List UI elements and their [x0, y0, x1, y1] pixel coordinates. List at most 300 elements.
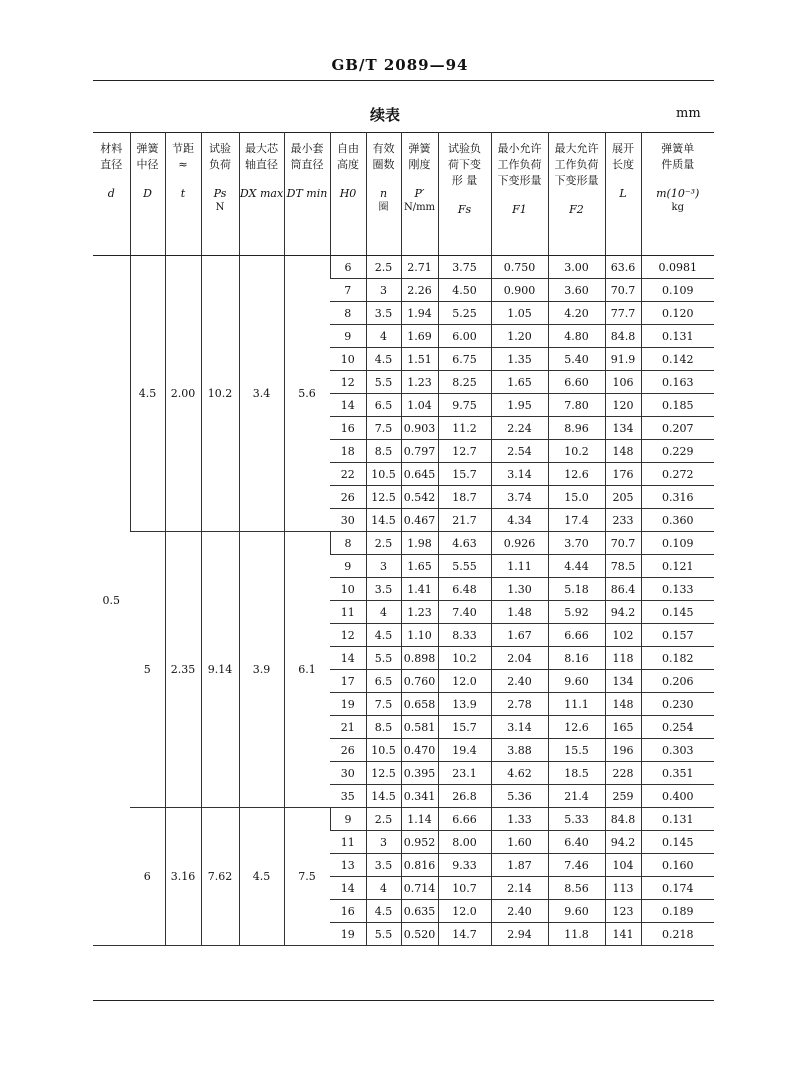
- table-cell: 2.5: [366, 808, 401, 831]
- column-header-label: 自由: [337, 142, 359, 155]
- table-cell: 0.760: [401, 670, 438, 693]
- table-cell: 0.142: [641, 348, 714, 371]
- column-header-label: 试验: [209, 142, 231, 155]
- table-cell: 10: [330, 578, 366, 601]
- table-cell: 12: [330, 624, 366, 647]
- table-cell: 13: [330, 854, 366, 877]
- table-cell: 10.2: [548, 440, 605, 463]
- column-header-label: 工作负荷: [497, 158, 542, 171]
- table-cell: 1.98: [401, 532, 438, 555]
- table-cell: 4.50: [438, 279, 491, 302]
- column-header-label: 荷下变: [448, 158, 481, 171]
- table-cell: 4.80: [548, 325, 605, 348]
- column-header-label: 刚度: [408, 158, 431, 171]
- table-cell: 0.303: [641, 739, 714, 762]
- column-symbol: F2: [569, 203, 584, 216]
- table-cell: 11.8: [548, 923, 605, 946]
- table-cell: 4: [366, 325, 401, 348]
- table-cell: 13.9: [438, 693, 491, 716]
- column-symbol: DT min: [286, 187, 328, 200]
- table-cell: 11.2: [438, 417, 491, 440]
- table-cell: 91.9: [605, 348, 641, 371]
- table-cell: 4: [366, 601, 401, 624]
- column-header: [548, 133, 605, 256]
- spring-mean-diameter-cell: 4.5: [130, 256, 165, 532]
- table-cell: 165: [605, 716, 641, 739]
- column-header-label: 最小允许: [497, 142, 542, 155]
- table-cell: 15.5: [548, 739, 605, 762]
- table-cell: 7.40: [438, 601, 491, 624]
- table-cell: 8.33: [438, 624, 491, 647]
- table-cell: 8.25: [438, 371, 491, 394]
- table-cell: 6.66: [548, 624, 605, 647]
- header-row: [93, 133, 714, 256]
- table-cell: 8.16: [548, 647, 605, 670]
- table-cell: 12.5: [366, 486, 401, 509]
- table-cell: 4.5: [366, 900, 401, 923]
- table-cell: 5.92: [548, 601, 605, 624]
- table-cell: 0.229: [641, 440, 714, 463]
- table-cell: 0.797: [401, 440, 438, 463]
- table-cell: 0.658: [401, 693, 438, 716]
- table-cell: 4.5: [366, 624, 401, 647]
- table-cell: 228: [605, 762, 641, 785]
- table-cell: 18.5: [548, 762, 605, 785]
- table-cell: 8: [330, 532, 366, 555]
- table-cell: 3: [366, 279, 401, 302]
- table-cell: 0.351: [641, 762, 714, 785]
- table-cell: 26: [330, 739, 366, 762]
- table-cell: 0.230: [641, 693, 714, 716]
- table-cell: 5.5: [366, 647, 401, 670]
- table-cell: 8.5: [366, 440, 401, 463]
- table-cell: 1.05: [491, 302, 548, 325]
- column-header-label: 负荷: [209, 158, 231, 171]
- table-cell: 77.7: [605, 302, 641, 325]
- table-cell: 0.0981: [641, 256, 714, 279]
- table-cell: 134: [605, 670, 641, 693]
- table-cell: 26: [330, 486, 366, 509]
- table-cell: 1.20: [491, 325, 548, 348]
- table-cell: 15.0: [548, 486, 605, 509]
- table-cell: 120: [605, 394, 641, 417]
- column-symbol: H0: [339, 187, 357, 200]
- column-symbol: P′: [414, 187, 425, 200]
- table-cell: 1.11: [491, 555, 548, 578]
- standard-code: GB/T 2089—94: [331, 56, 469, 74]
- column-header-label: 件质量: [661, 158, 695, 171]
- column-unit: N/mm: [403, 202, 436, 213]
- test-load-cell: 7.62: [201, 808, 239, 946]
- table-cell: 5.33: [548, 808, 605, 831]
- column-unit: kg: [671, 202, 684, 213]
- column-symbol: t: [180, 187, 186, 200]
- table-cell: 4.34: [491, 509, 548, 532]
- column-header-label: 弹簧单: [661, 142, 695, 155]
- table-cell: 141: [605, 923, 641, 946]
- column-header-label: 展开: [612, 142, 634, 155]
- table-cell: 9.33: [438, 854, 491, 877]
- table-cell: 10.2: [438, 647, 491, 670]
- table-cell: 0.145: [641, 831, 714, 854]
- spring-mean-diameter-cell: 5: [130, 532, 165, 808]
- table-cell: 0.467: [401, 509, 438, 532]
- table-cell: 70.7: [605, 532, 641, 555]
- spring-mean-diameter-cell: 6: [130, 808, 165, 946]
- column-header: [201, 133, 239, 256]
- table-cell: 8.00: [438, 831, 491, 854]
- table-cell: 30: [330, 762, 366, 785]
- table-cell: 19: [330, 923, 366, 946]
- table-cell: 6.5: [366, 670, 401, 693]
- table-cell: 17.4: [548, 509, 605, 532]
- table-cell: 12.0: [438, 670, 491, 693]
- table-cell: 2.5: [366, 532, 401, 555]
- table-cell: 0.903: [401, 417, 438, 440]
- column-header-label: 弹簧: [136, 142, 159, 155]
- table-cell: 11.1: [548, 693, 605, 716]
- table-row: [93, 532, 714, 555]
- test-load-cell: 9.14: [201, 532, 239, 808]
- table-cell: 14.5: [366, 785, 401, 808]
- table-cell: 196: [605, 739, 641, 762]
- table-cell: 3.14: [491, 716, 548, 739]
- table-cell: 15.7: [438, 463, 491, 486]
- table-cell: 30: [330, 509, 366, 532]
- table-cell: 0.218: [641, 923, 714, 946]
- table-cell: 12.6: [548, 716, 605, 739]
- column-symbol: L: [619, 187, 627, 200]
- table-cell: 4: [366, 877, 401, 900]
- table-cell: 14.5: [366, 509, 401, 532]
- table-cell: 16: [330, 417, 366, 440]
- table-cell: 86.4: [605, 578, 641, 601]
- table-cell: 0.714: [401, 877, 438, 900]
- table-cell: 4.44: [548, 555, 605, 578]
- table-cell: 8.56: [548, 877, 605, 900]
- table-header: [93, 133, 714, 256]
- table-cell: 106: [605, 371, 641, 394]
- table-cell: 0.182: [641, 647, 714, 670]
- pitch-cell: 2.00: [165, 256, 201, 532]
- material-diameter-cell: 0.5: [93, 256, 130, 946]
- table-cell: 1.14: [401, 808, 438, 831]
- table-cell: 0.750: [491, 256, 548, 279]
- table-cell: 148: [605, 693, 641, 716]
- table-cell: 2.40: [491, 670, 548, 693]
- column-header-label: 工作负荷: [554, 158, 599, 171]
- table-cell: 21.4: [548, 785, 605, 808]
- table-cell: 11: [330, 831, 366, 854]
- table-cell: 70.7: [605, 279, 641, 302]
- pitch-cell: 3.16: [165, 808, 201, 946]
- column-header: [284, 133, 330, 256]
- table-cell: 233: [605, 509, 641, 532]
- table-cell: 0.157: [641, 624, 714, 647]
- table-cell: 1.60: [491, 831, 548, 854]
- table-cell: 0.131: [641, 808, 714, 831]
- column-unit: N: [215, 202, 225, 213]
- table-cell: 0.131: [641, 325, 714, 348]
- table-cell: 9: [330, 555, 366, 578]
- table-cell: 14: [330, 877, 366, 900]
- table-cell: 10.5: [366, 463, 401, 486]
- min-sleeve-diameter-cell: 6.1: [284, 532, 330, 808]
- table-cell: 2.24: [491, 417, 548, 440]
- table-cell: 0.145: [641, 601, 714, 624]
- table-cell: 1.65: [401, 555, 438, 578]
- table-cell: 1.30: [491, 578, 548, 601]
- table-title: 续表: [370, 106, 401, 124]
- table-cell: 2.78: [491, 693, 548, 716]
- column-header-label: 中径: [136, 158, 159, 171]
- column-symbol: Ps: [213, 187, 227, 200]
- table-cell: 2.5: [366, 256, 401, 279]
- table-cell: 0.898: [401, 647, 438, 670]
- table-cell: 3: [366, 831, 401, 854]
- table-cell: 0.121: [641, 555, 714, 578]
- table-cell: 1.48: [491, 601, 548, 624]
- pitch-cell: 2.35: [165, 532, 201, 808]
- table-cell: 21.7: [438, 509, 491, 532]
- table-cell: 7.80: [548, 394, 605, 417]
- table-cell: 7.46: [548, 854, 605, 877]
- table-cell: 0.174: [641, 877, 714, 900]
- table-cell: 6.40: [548, 831, 605, 854]
- table-cell: 134: [605, 417, 641, 440]
- test-load-cell: 10.2: [201, 256, 239, 532]
- table-cell: 123: [605, 900, 641, 923]
- table-cell: 8.5: [366, 716, 401, 739]
- table-cell: 0.395: [401, 762, 438, 785]
- table-cell: 1.35: [491, 348, 548, 371]
- min-sleeve-diameter-cell: 5.6: [284, 256, 330, 532]
- table-cell: 0.254: [641, 716, 714, 739]
- column-header: [438, 133, 491, 256]
- table-cell: 12.5: [366, 762, 401, 785]
- column-symbol: DX max: [239, 187, 284, 200]
- table-cell: 8.96: [548, 417, 605, 440]
- table-cell: 9.60: [548, 670, 605, 693]
- table-cell: 3.5: [366, 302, 401, 325]
- table-cell: 0.635: [401, 900, 438, 923]
- table-cell: 12.6: [548, 463, 605, 486]
- table-cell: 14: [330, 394, 366, 417]
- table-cell: 1.87: [491, 854, 548, 877]
- table-cell: 8: [330, 302, 366, 325]
- table-cell: 9.60: [548, 900, 605, 923]
- table-cell: 3.00: [548, 256, 605, 279]
- table-body: [93, 256, 714, 946]
- table-cell: 12.0: [438, 900, 491, 923]
- table-cell: 10.5: [366, 739, 401, 762]
- table-row: [93, 808, 714, 831]
- column-header-label: 最大允许: [554, 142, 599, 155]
- table-cell: 3.70: [548, 532, 605, 555]
- table-cell: 10.7: [438, 877, 491, 900]
- table-cell: 2.04: [491, 647, 548, 670]
- column-header-label: 高度: [337, 158, 359, 171]
- column-header-label: 下变形量: [497, 174, 542, 187]
- column-header: [491, 133, 548, 256]
- table-cell: 1.41: [401, 578, 438, 601]
- table-cell: 259: [605, 785, 641, 808]
- column-header: [641, 133, 714, 256]
- table-cell: 5.36: [491, 785, 548, 808]
- table-cell: 4.63: [438, 532, 491, 555]
- column-header: [239, 133, 284, 256]
- column-header: [401, 133, 438, 256]
- table-cell: 3.75: [438, 256, 491, 279]
- table-cell: 3.14: [491, 463, 548, 486]
- unit-label: mm: [676, 106, 701, 121]
- column-header-label: 形 量: [451, 174, 478, 187]
- column-header-label: 筒直径: [290, 158, 324, 171]
- column-header-label: 节距: [172, 142, 194, 155]
- table-cell: 5.40: [548, 348, 605, 371]
- table-cell: 6.60: [548, 371, 605, 394]
- table-cell: 2.94: [491, 923, 548, 946]
- column-header: [605, 133, 641, 256]
- table-cell: 84.8: [605, 808, 641, 831]
- table-cell: 0.816: [401, 854, 438, 877]
- table-cell: 3.5: [366, 854, 401, 877]
- table-cell: 1.33: [491, 808, 548, 831]
- table-cell: 3.74: [491, 486, 548, 509]
- table-cell: 1.51: [401, 348, 438, 371]
- table-cell: 205: [605, 486, 641, 509]
- table-cell: 94.2: [605, 601, 641, 624]
- table-cell: 5.5: [366, 923, 401, 946]
- table-cell: 6.00: [438, 325, 491, 348]
- table-cell: 12: [330, 371, 366, 394]
- column-symbol: n: [379, 187, 388, 200]
- table-cell: 22: [330, 463, 366, 486]
- table-cell: 21: [330, 716, 366, 739]
- table-cell: 0.207: [641, 417, 714, 440]
- table-cell: 4.5: [366, 348, 401, 371]
- table-cell: 9: [330, 325, 366, 348]
- column-header: [93, 133, 130, 256]
- table-cell: 176: [605, 463, 641, 486]
- table-cell: 113: [605, 877, 641, 900]
- table-cell: 3.88: [491, 739, 548, 762]
- table-cell: 0.109: [641, 532, 714, 555]
- table-cell: 5.5: [366, 371, 401, 394]
- column-header-label: 长度: [612, 158, 634, 171]
- table-cell: 0.189: [641, 900, 714, 923]
- table-cell: 0.900: [491, 279, 548, 302]
- table-cell: 4.20: [548, 302, 605, 325]
- column-symbol: m(10⁻³): [656, 187, 700, 200]
- table-cell: 2.40: [491, 900, 548, 923]
- table-cell: 148: [605, 440, 641, 463]
- max-mandrel-diameter-cell: 3.4: [239, 256, 284, 532]
- table-cell: 0.341: [401, 785, 438, 808]
- table-cell: 84.8: [605, 325, 641, 348]
- table-cell: 6.75: [438, 348, 491, 371]
- table-cell: 2.54: [491, 440, 548, 463]
- table-cell: 5.55: [438, 555, 491, 578]
- table-cell: 18: [330, 440, 366, 463]
- table-cell: 1.94: [401, 302, 438, 325]
- table-cell: 0.109: [641, 279, 714, 302]
- table-cell: 10: [330, 348, 366, 371]
- column-symbol: d: [107, 187, 115, 200]
- column-header-label: 弹簧: [408, 142, 431, 155]
- column-header: [130, 133, 165, 256]
- table-cell: 118: [605, 647, 641, 670]
- table-cell: 1.65: [491, 371, 548, 394]
- max-mandrel-diameter-cell: 3.9: [239, 532, 284, 808]
- table-cell: 1.67: [491, 624, 548, 647]
- table-cell: 1.04: [401, 394, 438, 417]
- column-header-label: ≈: [178, 158, 188, 171]
- table-cell: 14: [330, 647, 366, 670]
- column-header-label: 材料: [100, 142, 123, 155]
- column-symbol: Fs: [457, 203, 472, 216]
- table-cell: 1.69: [401, 325, 438, 348]
- table-cell: 104: [605, 854, 641, 877]
- column-header: [366, 133, 401, 256]
- table-cell: 9: [330, 808, 366, 831]
- table-cell: 26.8: [438, 785, 491, 808]
- table-cell: 7: [330, 279, 366, 302]
- table-cell: 14.7: [438, 923, 491, 946]
- column-header-label: 试验负: [448, 142, 481, 155]
- column-header-label: 直径: [100, 158, 123, 171]
- table-cell: 6.48: [438, 578, 491, 601]
- table-cell: 0.470: [401, 739, 438, 762]
- table-cell: 0.542: [401, 486, 438, 509]
- table-cell: 19.4: [438, 739, 491, 762]
- header-rule: [93, 80, 714, 81]
- table-cell: 7.5: [366, 417, 401, 440]
- column-header-label: 下变形量: [554, 174, 599, 187]
- table-cell: 6.5: [366, 394, 401, 417]
- table-cell: 3.5: [366, 578, 401, 601]
- table-cell: 6.66: [438, 808, 491, 831]
- table-cell: 1.23: [401, 601, 438, 624]
- column-symbol: D: [143, 187, 152, 200]
- column-symbol: F1: [512, 203, 527, 216]
- table-cell: 18.7: [438, 486, 491, 509]
- column-unit: 圈: [378, 202, 389, 213]
- table-cell: 94.2: [605, 831, 641, 854]
- table-cell: 4.62: [491, 762, 548, 785]
- column-header: [330, 133, 366, 256]
- table-cell: 0.206: [641, 670, 714, 693]
- column-header-label: 最小套: [290, 142, 324, 155]
- table-cell: 0.952: [401, 831, 438, 854]
- table-cell: 0.120: [641, 302, 714, 325]
- column-header-label: 有效: [372, 142, 395, 155]
- table-cell: 0.133: [641, 578, 714, 601]
- table-cell: 12.7: [438, 440, 491, 463]
- min-sleeve-diameter-cell: 7.5: [284, 808, 330, 946]
- table-cell: 15.7: [438, 716, 491, 739]
- table-cell: 0.520: [401, 923, 438, 946]
- table-cell: 3: [366, 555, 401, 578]
- table-cell: 3.60: [548, 279, 605, 302]
- table-cell: 19: [330, 693, 366, 716]
- table-cell: 63.6: [605, 256, 641, 279]
- table-cell: 0.316: [641, 486, 714, 509]
- table-cell: 23.1: [438, 762, 491, 785]
- column-header-label: 轴直径: [245, 158, 278, 171]
- column-header-label: 圈数: [372, 158, 395, 171]
- table-cell: 0.272: [641, 463, 714, 486]
